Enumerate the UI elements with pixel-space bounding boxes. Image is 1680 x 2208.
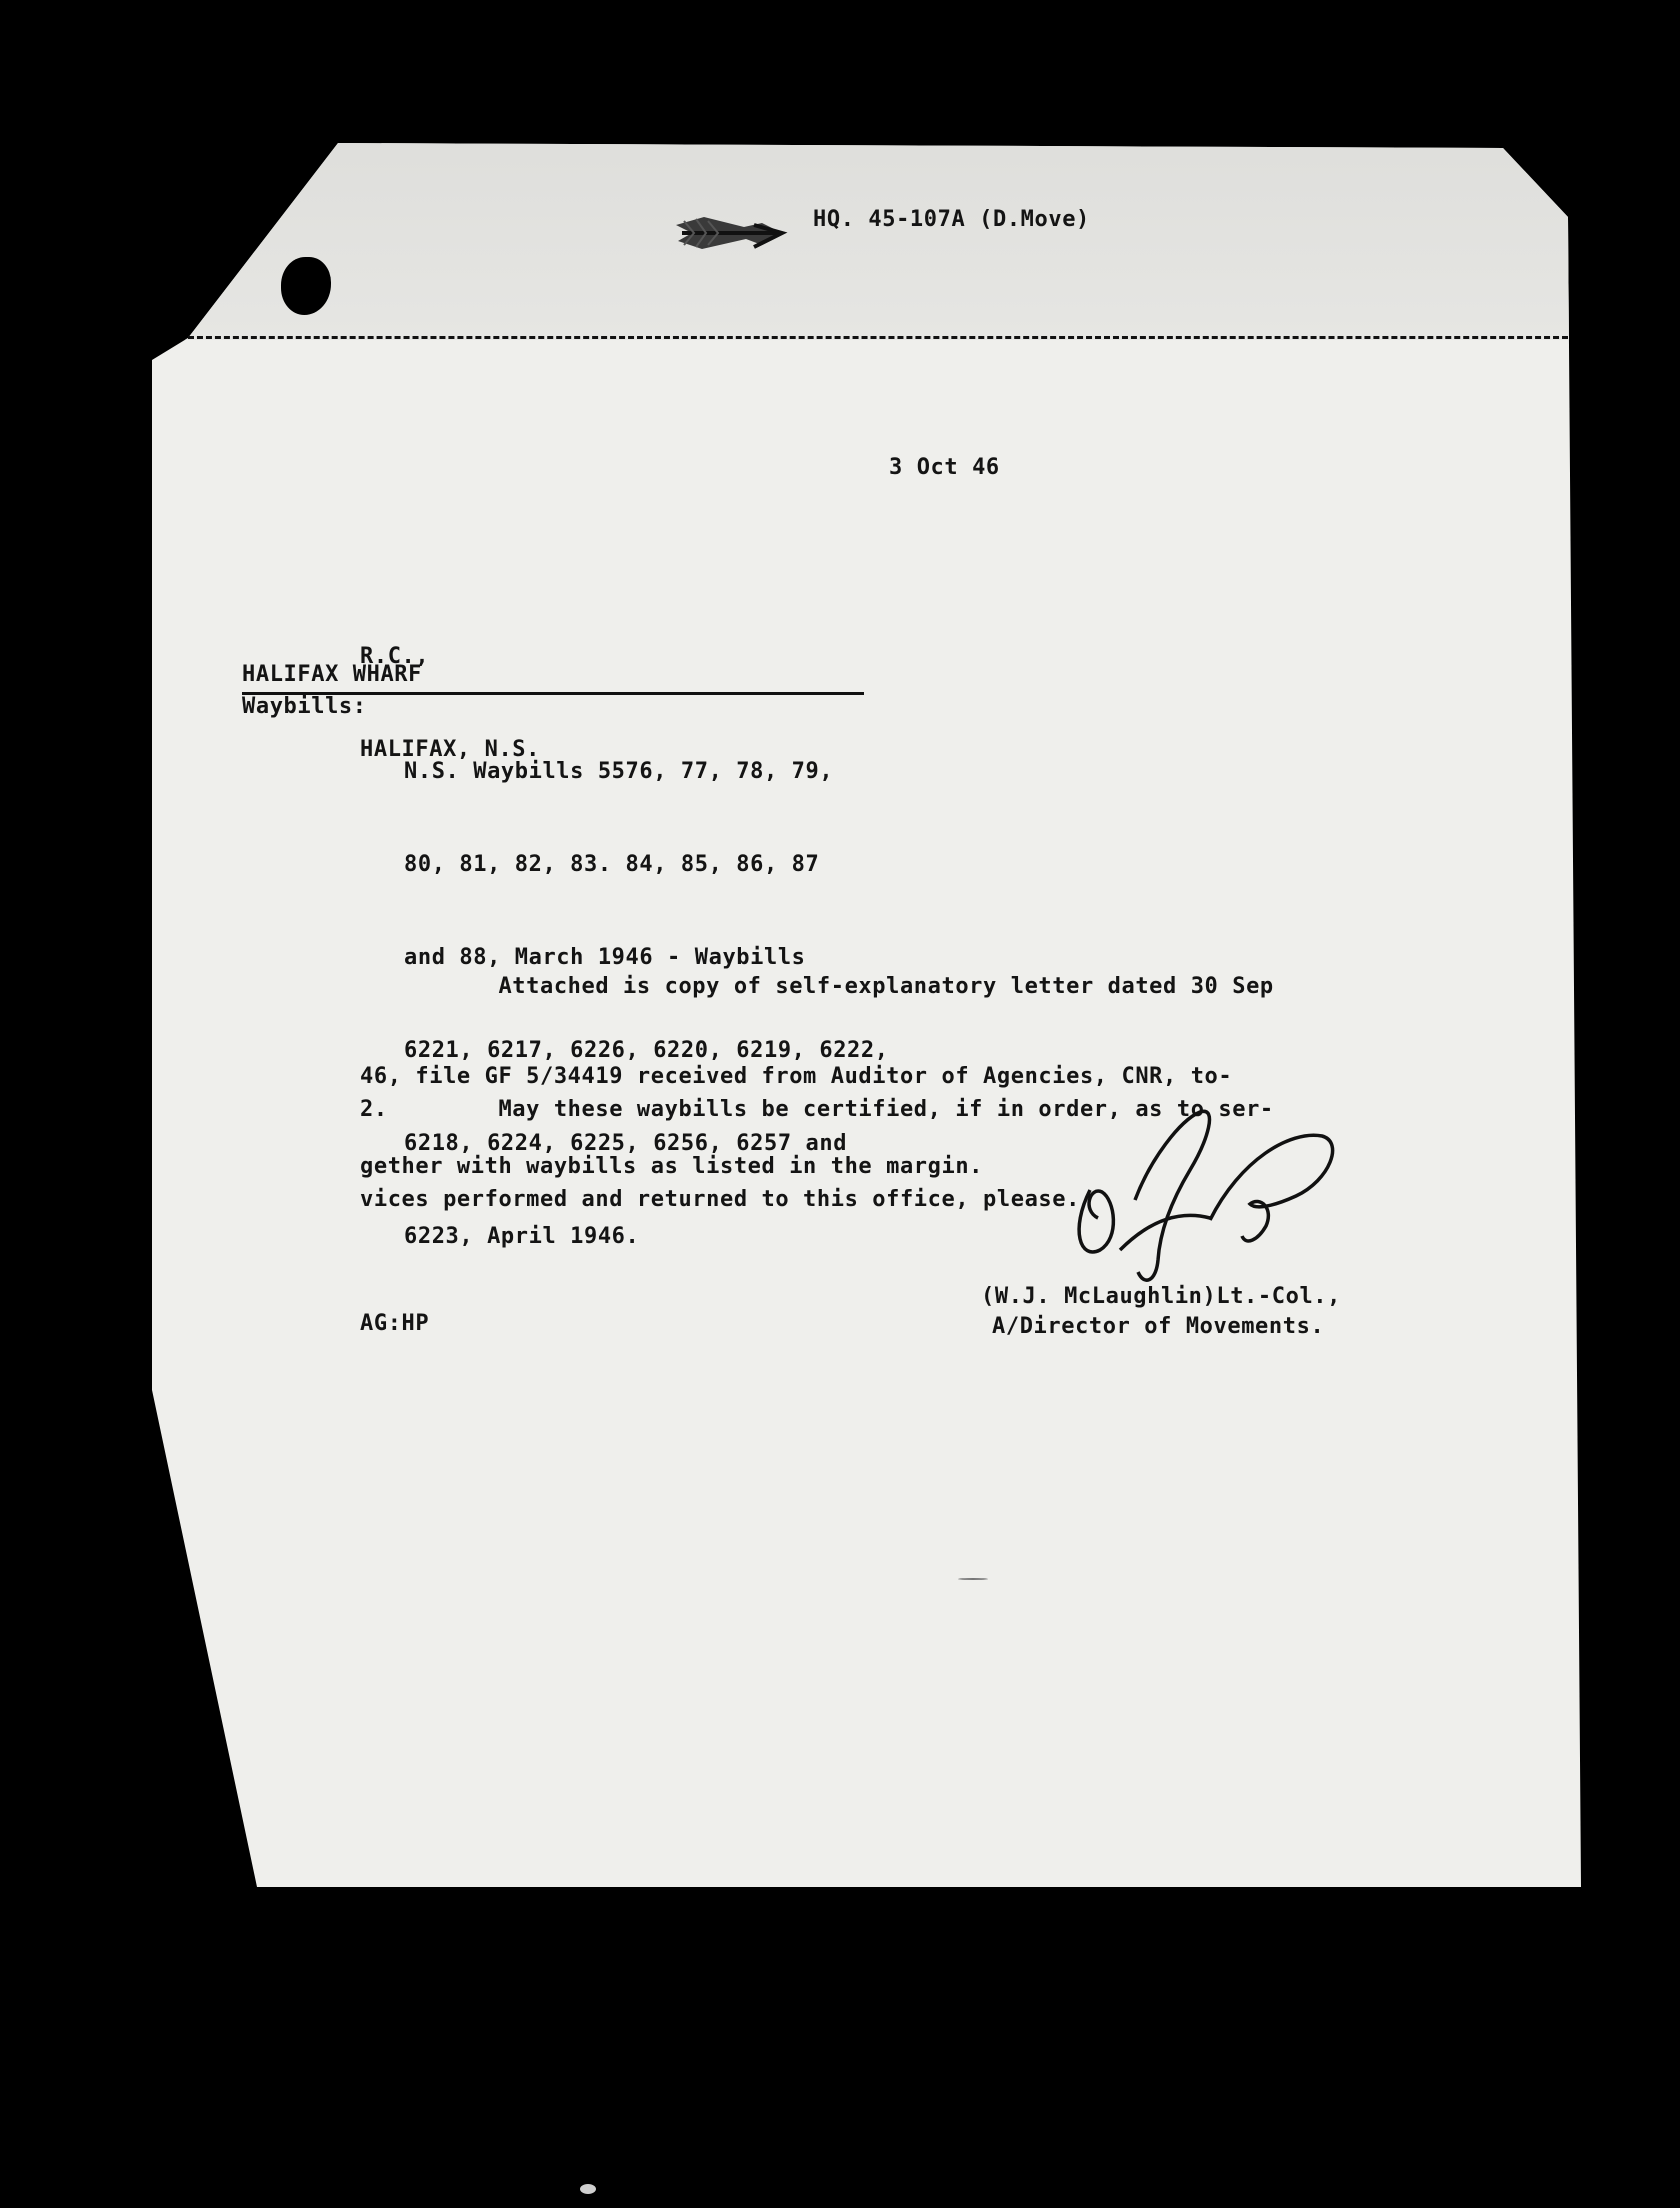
addressee-line: R.C., <box>360 644 430 669</box>
signatory-name: (W.J. McLaughlin)Lt.-Col., <box>981 1284 1341 1309</box>
addressee-line: HALIFAX, N.S. <box>360 737 540 762</box>
subject-heading: HALIFAX WHARF <box>242 662 422 687</box>
waybill-line: and 88, March 1946 - Waybills <box>404 945 806 970</box>
paper-mark <box>958 1578 988 1580</box>
routing-arrow-icon <box>674 203 794 263</box>
paragraph-line: vices performed and returned to this office, please. <box>360 1187 1080 1212</box>
paragraph-line: Attached is copy of self-explanatory letter dated 30 Sep <box>360 974 1274 999</box>
letter-date: 3 Oct 46 <box>889 455 1000 480</box>
waybill-line: 6218, 6224, 6225, 6256, 6257 and <box>404 1131 848 1156</box>
waybill-line: 80, 81, 82, 83. 84, 85, 86, 87 <box>404 852 820 877</box>
waybill-line: N.S. Waybills 5576, 77, 78, 79, <box>404 759 834 784</box>
waybill-line: 6221, 6217, 6226, 6220, 6219, 6222, <box>404 1038 889 1063</box>
paragraph-line: 46, file GF 5/34419 received from Auditor of Agencies, CNR, to- <box>360 1064 1233 1089</box>
reference-initials: AG:HP <box>360 1311 430 1336</box>
margin-label: Waybills: <box>242 694 367 719</box>
paragraph-line: 2. May these waybills be certified, if in order, as to ser- <box>360 1097 1274 1122</box>
header-perforation-rule <box>188 336 1568 339</box>
paragraph-line: gether with waybills as listed in the margin. <box>360 1154 984 1179</box>
waybill-line: 6223, April 1946. <box>404 1224 640 1249</box>
signatory-title: A/Director of Movements. <box>992 1314 1325 1339</box>
header-strip <box>0 0 1680 340</box>
handwritten-signature <box>1060 1100 1350 1290</box>
scan-speck <box>580 2184 596 2194</box>
file-reference: HQ. 45-107A (D.Move) <box>813 207 1090 232</box>
